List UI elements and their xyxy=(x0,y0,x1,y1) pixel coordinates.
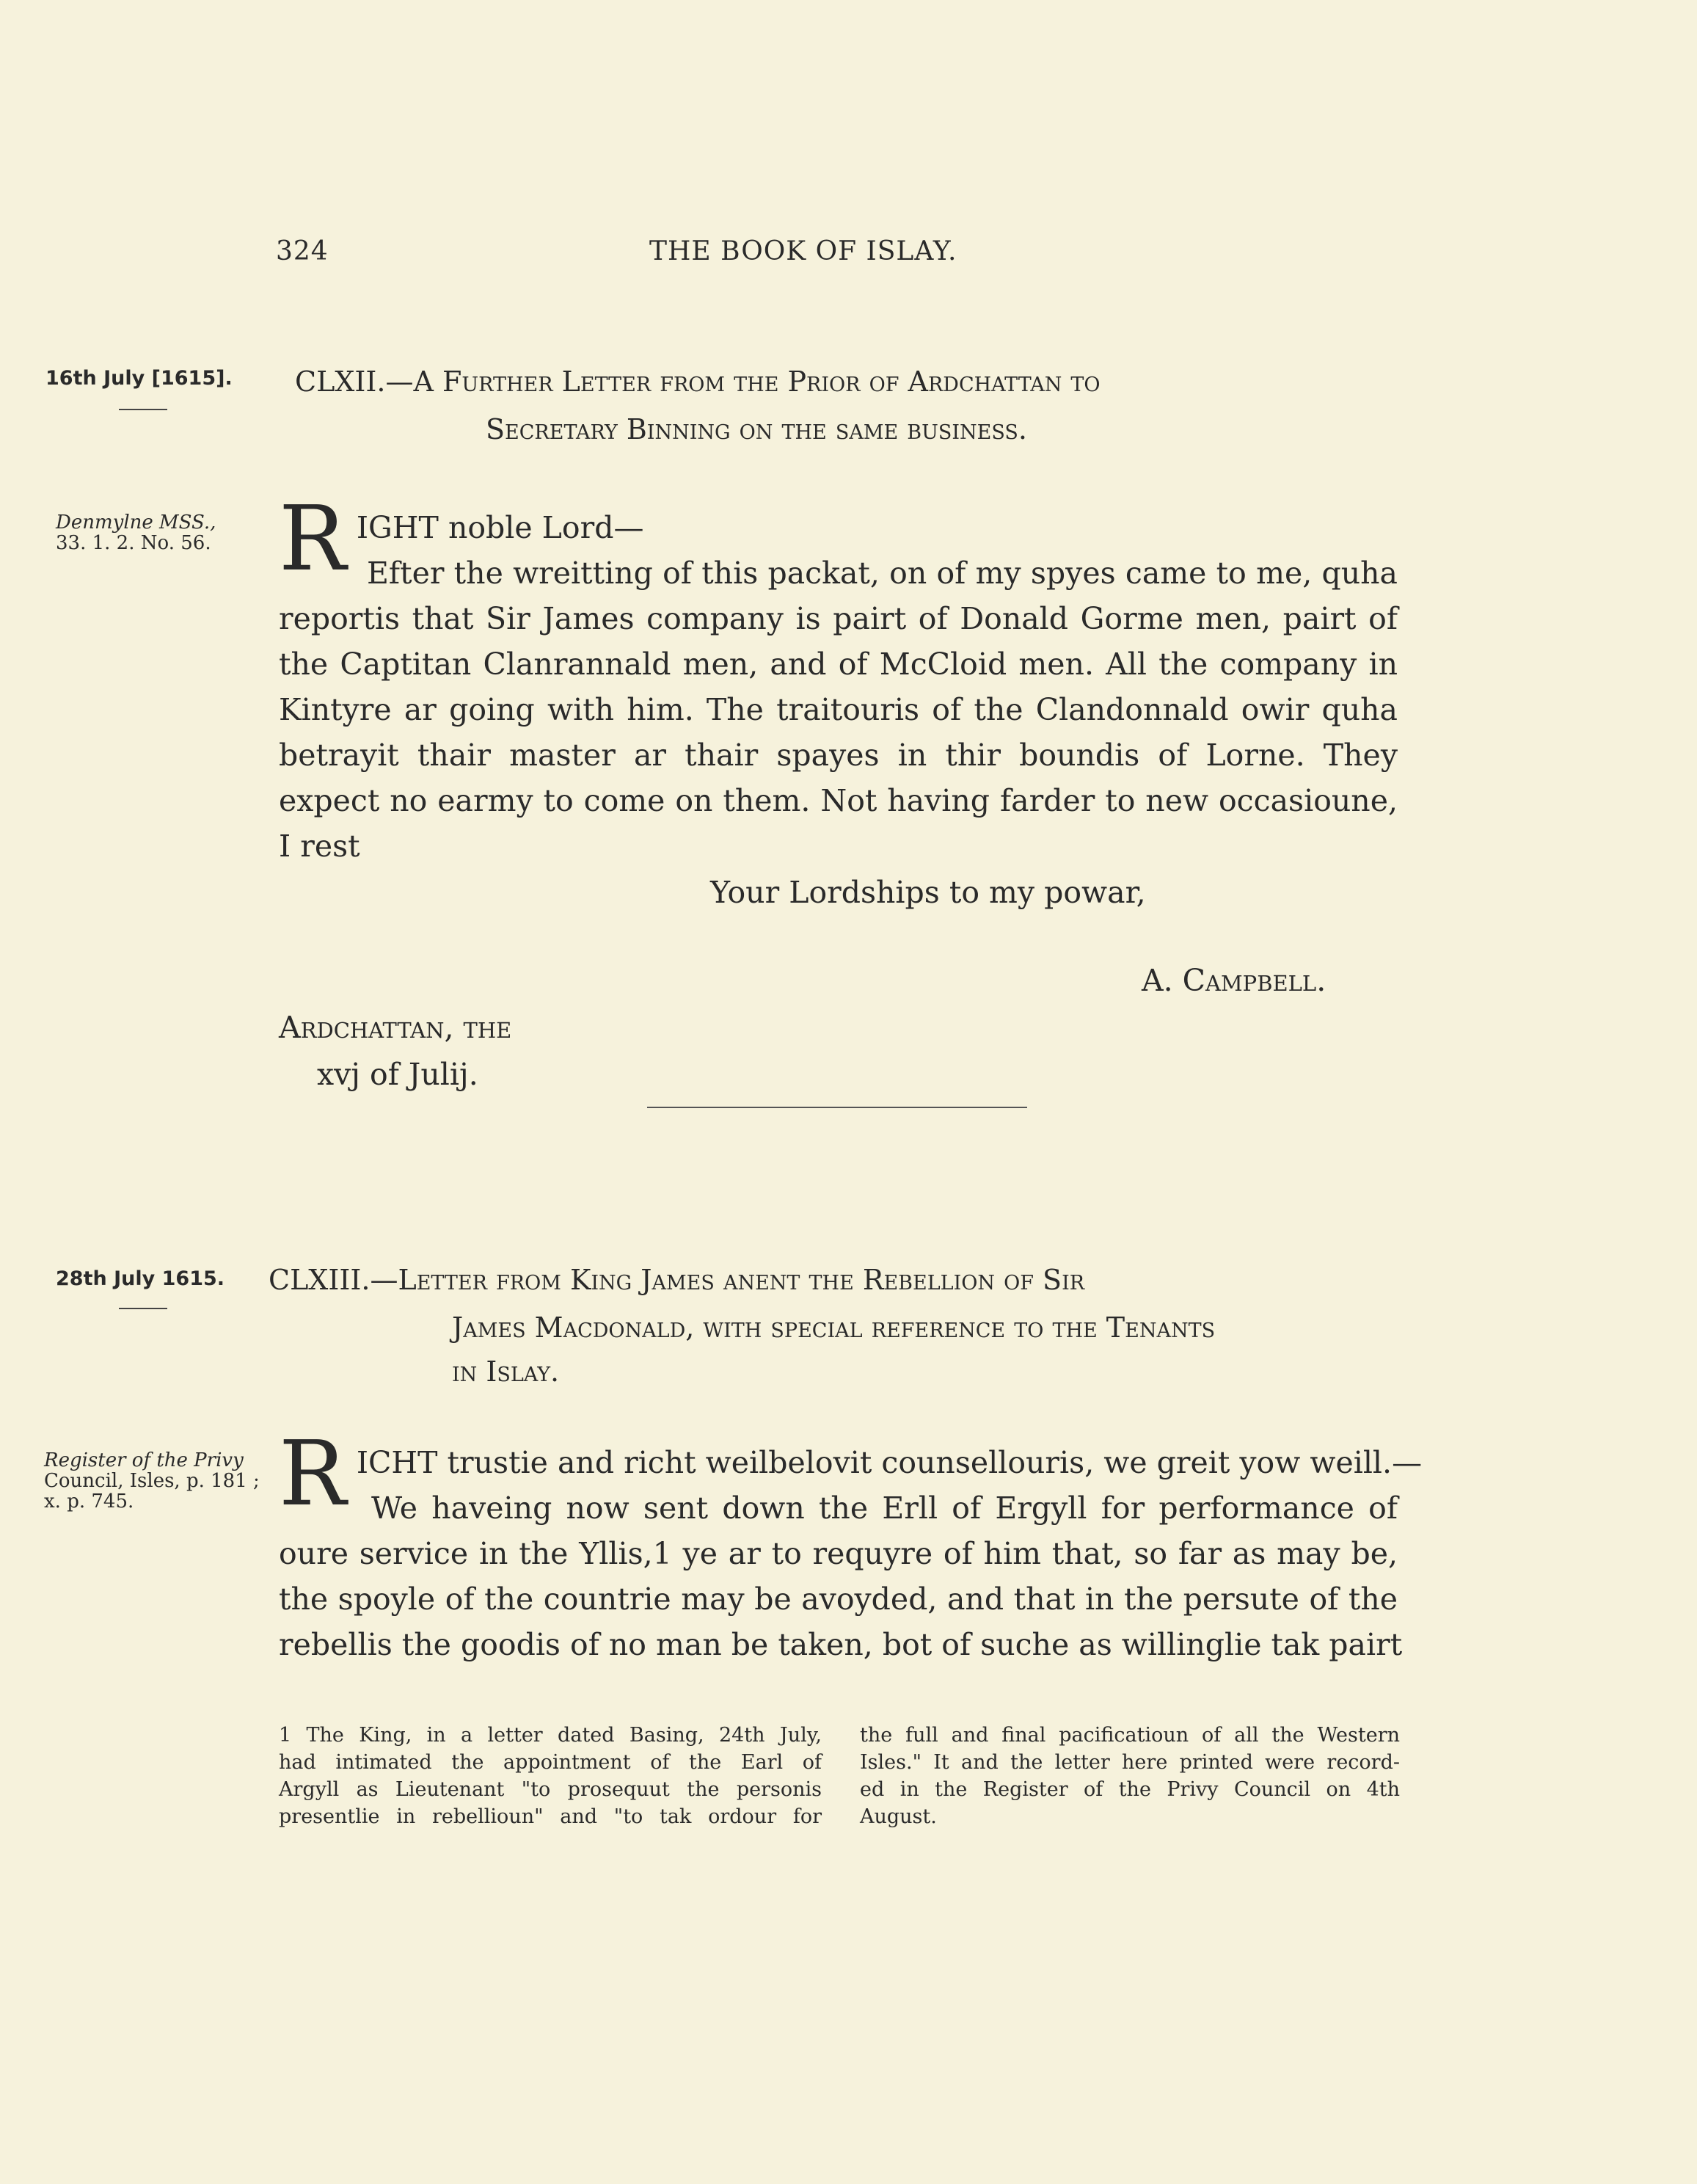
document-heading-line1: CLXII.—A Further Letter from the Prior of Ardchattan to xyxy=(295,365,1101,398)
document-heading-line1: CLXIII.—Letter from King James anent the Rebellion of Sir xyxy=(269,1264,1085,1296)
text-line: I rest xyxy=(279,829,360,864)
page-number: 324 xyxy=(276,236,329,266)
text-line: the spoyle of the countrie may be avoyded, and that in the persute of the xyxy=(279,1581,1398,1617)
text-line: Kintyre ar going with him. The traitouris of the Clandonnald owir quha xyxy=(279,692,1398,727)
margin-source xyxy=(44,1450,260,1512)
drop-cap: R xyxy=(279,1422,346,1526)
source-reference: Council, Isles, p. 181 ; xyxy=(44,1470,260,1492)
running-title: THE BOOK OF ISLAY. xyxy=(649,236,957,266)
document-heading-line2: James Macdonald, with special reference to the Tenants xyxy=(452,1311,1216,1344)
source-title: Denmylne MSS., xyxy=(56,512,216,534)
text-line: betrayit thair master ar thair spayes in thir boundis of Lorne. They xyxy=(279,738,1398,773)
text-line: IGHT noble Lord— xyxy=(356,510,644,545)
margin-date: 28th July 1615. xyxy=(56,1267,225,1290)
margin-date: 16th July [1615]. xyxy=(45,367,233,390)
footnote-line: the full and final pacificatioun of all the Western xyxy=(860,1724,1400,1747)
footnote-line: had intimated the appointment of the Earl of xyxy=(279,1751,822,1774)
footnote-line: Isles." It and the letter here printed were record- xyxy=(860,1751,1400,1774)
closing-salutation: Your Lordships to my powar, xyxy=(710,875,1146,910)
margin-rule xyxy=(119,1308,167,1309)
text-line: Efter the wreitting of this packat, on of my spyes came to me, quha xyxy=(367,556,1398,591)
footnote-line: Argyll as Lieutenant "to prosequut the personis xyxy=(279,1778,822,1801)
letter-body xyxy=(279,1422,1423,1667)
text-line: rebellis the goodis of no man be taken, bot of suche as willinglie tak pairt xyxy=(279,1627,1403,1662)
footnote-line: presentlie in rebellioun" and "to tak ordour for xyxy=(279,1805,822,1828)
source-reference: x. p. 745. xyxy=(44,1490,134,1513)
text-line: We haveing now sent down the Erll of Ergyll for performance of xyxy=(371,1490,1398,1526)
signature: A. Campbell. xyxy=(1142,963,1326,998)
text-line: oure service in the Yllis,1 ye ar to requyre of him that, so far as may be, xyxy=(279,1536,1398,1571)
source-title: Register of the Privy xyxy=(44,1449,244,1471)
source-reference: 33. 1. 2. No. 56. xyxy=(56,532,211,554)
document-heading-line2: Secretary Binning on the same business. xyxy=(486,413,1027,445)
footnote-line: 1 The King, in a letter dated Basing, 24th July, xyxy=(279,1724,822,1747)
text-line: the Captitan Clanrannald men, and of McCloid men. All the company in xyxy=(279,647,1398,682)
footnote-column-right xyxy=(860,1722,1400,1830)
drop-cap: R xyxy=(279,487,346,591)
place-date: xvj of Julij. xyxy=(317,1057,478,1092)
footnote-line: ed in the Register of the Privy Council on 4th xyxy=(860,1778,1400,1801)
letter-body xyxy=(279,487,1398,869)
section-separator xyxy=(647,1107,1027,1108)
text-line: ICHT trustie and richt weilbelovit counsellouris, we greit yow weill.— xyxy=(356,1445,1423,1480)
text-line: expect no earmy to come on them. Not having farder to new occasioune, xyxy=(279,783,1398,818)
footnote-column-left xyxy=(279,1722,822,1830)
footnote-line: August. xyxy=(860,1805,937,1828)
margin-source xyxy=(56,512,216,553)
place-line: Ardchattan, the xyxy=(279,1010,512,1045)
document-heading-line3: in Islay. xyxy=(452,1355,560,1388)
margin-rule xyxy=(119,409,167,410)
text-line: reportis that Sir James company is pairt of Donald Gorme men, pairt of xyxy=(279,601,1398,636)
